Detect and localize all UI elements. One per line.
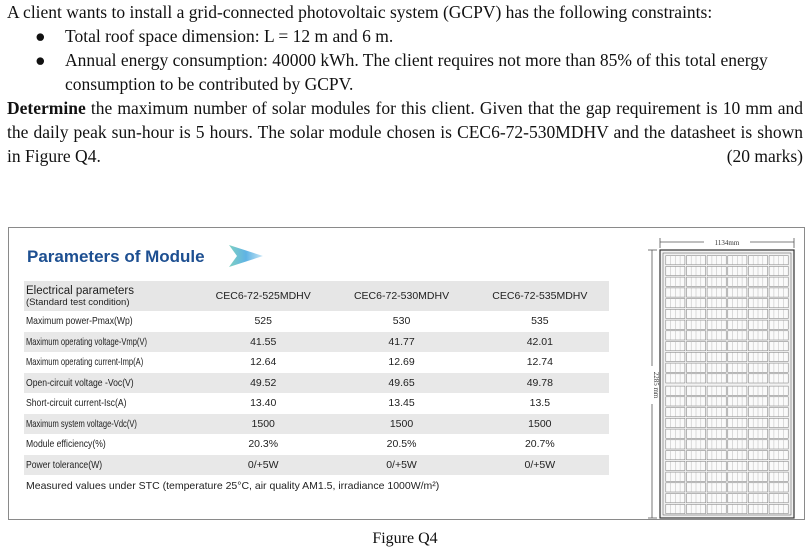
table-row: Maximum power-Pmax(Wp) 525 530 535 <box>24 311 609 332</box>
marks-row <box>7 144 803 168</box>
panel-height-label: 2285 mm <box>652 371 660 399</box>
question-intro: A client wants to install a grid-connected photovoltaic system (GCPV) has the following constraints: <box>7 2 713 22</box>
constraint-list <box>7 24 803 96</box>
bullet-icon: ● <box>35 26 46 46</box>
marks-label: (20 marks) <box>726 146 803 166</box>
stc-footnote: Measured values under STC (temperature 25°C, air quality AM1.5, irradiance 1000W/m²) <box>26 480 440 492</box>
question-text <box>7 0 803 168</box>
table-row: Maximum operating voltage-Vmp(V) 41.55 41.77 42.01 <box>24 332 609 353</box>
solar-panel-diagram <box>639 236 799 520</box>
bullet-icon: ● <box>35 50 46 70</box>
model-header: CEC6-72-535MDHV <box>471 281 609 311</box>
table-row: Short-circuit current-Isc(A) 13.40 13.45 13.5 <box>24 393 609 414</box>
panel-width-label: 1134mm <box>714 239 740 247</box>
figure-title: Parameters of Module <box>27 247 205 266</box>
table-header-row <box>24 281 609 311</box>
header-label: Electrical parameters (Standard test condition) <box>24 281 194 311</box>
table-row: Maximum system voltage-Vdc(V) 1500 1500 1500 <box>24 414 609 435</box>
arrow-icon <box>227 243 267 269</box>
datasheet-figure <box>8 227 805 520</box>
constraint-item: ● Annual energy consumption: 40000 kWh. The client requires not more than 85% of this total energy consumption to be contributed by GCPV. <box>35 50 768 94</box>
model-header: CEC6-72-525MDHV <box>194 281 332 311</box>
figure-caption: Figure Q4 <box>372 530 438 547</box>
table-row: Open-circuit voltage -Voc(V) 49.52 49.65 49.78 <box>24 373 609 394</box>
task-keyword: Determine <box>7 98 86 118</box>
task-text: the maximum number of solar modules for this client. Given that the gap requirement is 10 mm and the daily peak sun-hour is 5 hours. The solar module chosen is CEC6-72-530MDHV and the datasheet is shown in Figure Q4. <box>7 98 803 166</box>
table-row: Module efficiency(%) 20.3% 20.5% 20.7% <box>24 434 609 455</box>
table-row: Power tolerance(W) 0/+5W 0/+5W 0/+5W <box>24 455 609 476</box>
constraint-item: ● Total roof space dimension: L = 12 m and 6 m. <box>35 26 394 46</box>
table-row: Maximum operating current-Imp(A) 12.64 12.69 12.74 <box>24 352 609 373</box>
module-drawing <box>639 236 799 520</box>
parameters-table <box>24 281 609 475</box>
model-header: CEC6-72-530MDHV <box>332 281 470 311</box>
